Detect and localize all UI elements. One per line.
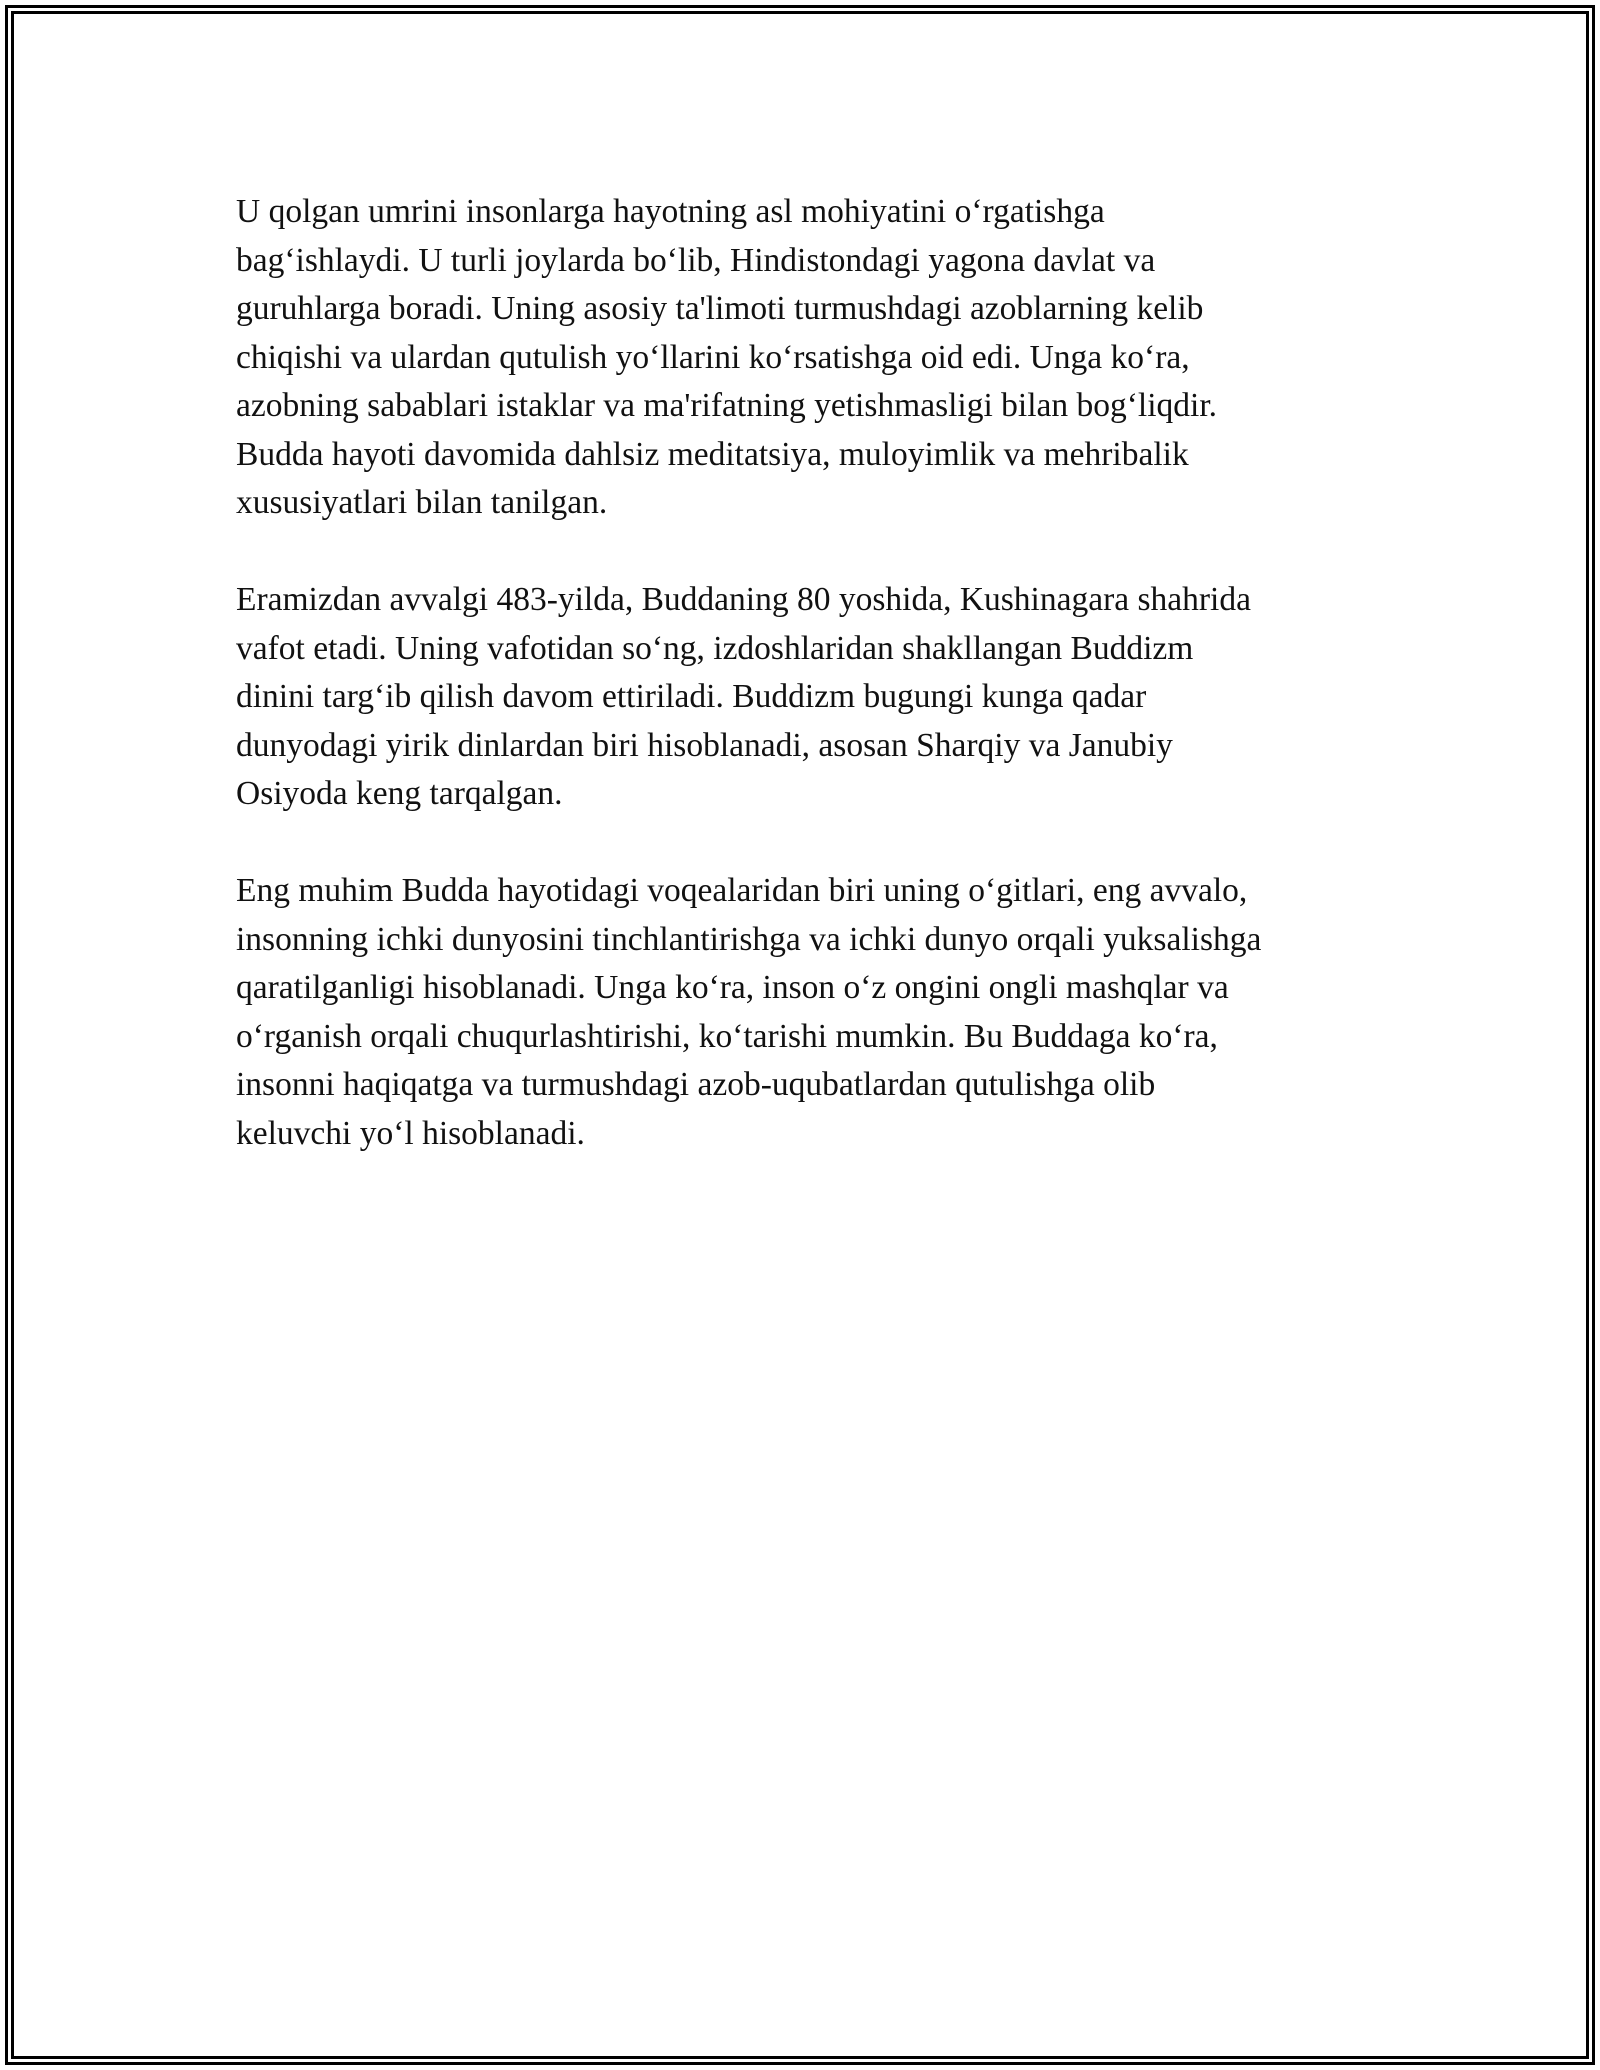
paragraph-1: U qolgan umrini insonlarga hayotning asl mohiyatini o‘rgatishga bag‘ishlaydi. U turli joylarda bo‘lib, Hindistondagi yagona davlat va guruhlarga boradi. Uning asosiy ta'limoti turmushdagi azoblarning kelib chiqishi va ulardan qutulish yo‘llarini ko‘rsatishga oid edi. Unga ko‘ra, azobning sabablari istaklar va ma'rifatning yetishmasligi bilan bog‘liqdir. Budda hayoti davomida dahlsiz meditatsiya, muloyimlik va mehribalik xususiyatlari bilan tanilgan. bbox=[236, 193, 1218, 521]
paragraph-2: Eramizdan avvalgi 483-yilda, Buddaning 80 yoshida, Kushinagara shahrida vafot etadi. Uning vafotidan so‘ng, izdoshlaridan shakllangan Buddizm dinini targ‘ib qilish davom ettiriladi. Buddizm bugungi kunga qadar dunyodagi yirik dinlardan biri hisoblanadi, asosan Sharqiy va Janubiy Osiyoda keng tarqalgan. bbox=[236, 581, 1251, 812]
paragraph-3: Eng muhim Budda hayotidagi voqealaridan biri uning o‘gitlari, eng avvalo, insonning ichki dunyosini tinchlantirishga va ichki dunyo orqali yuksalishga qaratilganligi hisoblanadi. Unga ko‘ra, inson o‘z ongini ongli mashqlar va o‘rganish orqali chuqurlashtirishi, ko‘tarishi mumkin. Bu Buddaga ko‘ra, insonni haqiqatga va turmushdagi azob-uqubatlardan qutulishga olib keluvchi yo‘l hisoblanadi. bbox=[236, 872, 1262, 1152]
document-body bbox=[236, 188, 1376, 1207]
